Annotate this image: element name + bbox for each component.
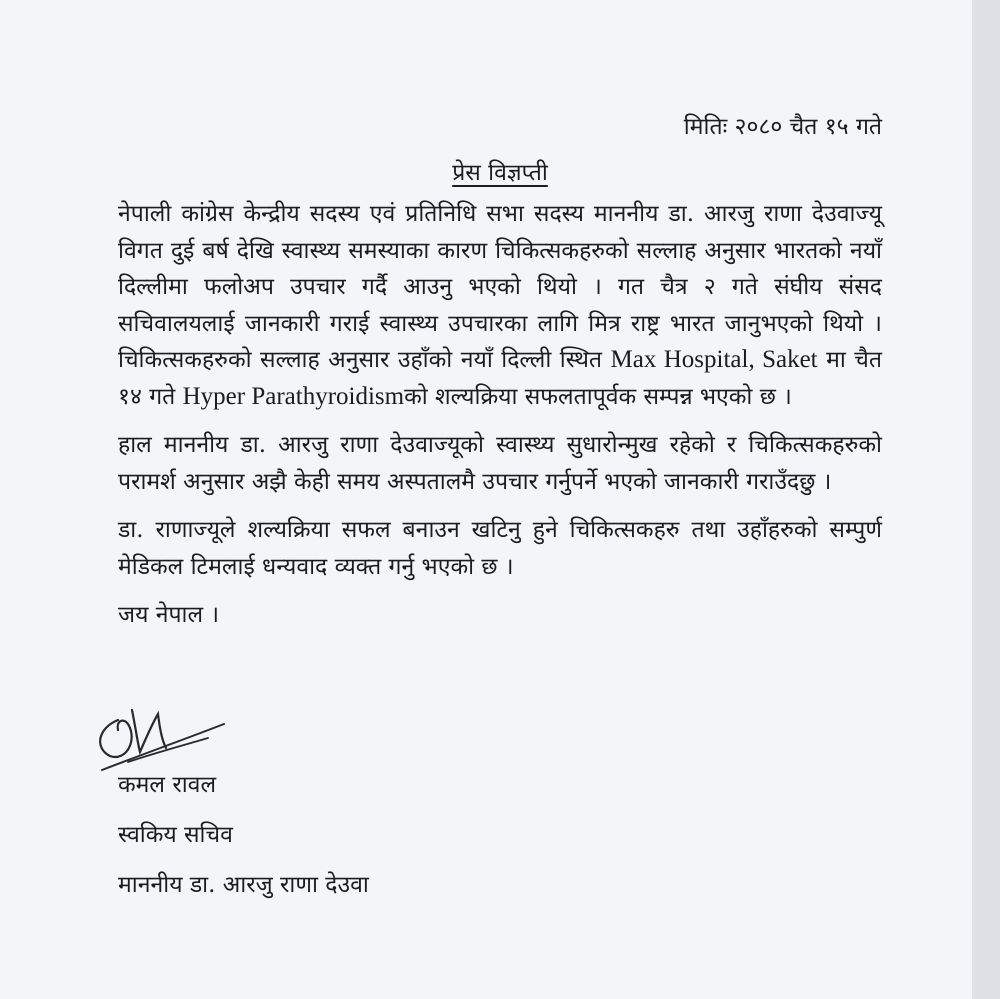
background-edge (972, 0, 1000, 999)
handwritten-signature (88, 690, 248, 780)
hospital-name: Max Hospital, Saket (610, 346, 818, 373)
signatory-role: स्वकिय सचिव (118, 822, 233, 848)
document-title (118, 154, 882, 192)
medical-condition: Hyper Parathyroidism (182, 382, 405, 410)
paragraph-2: हाल माननीय डा. आरजु राणा देउवाज्यूको स्वास्थ्य सुधारोन्मुख रहेको र चिकित्सकहरुको परामर्श अनुसार अझै केही समय अस्पतालमै उपचार गर्नुपर्ने भएको जानकारी गराउँदछु । (118, 432, 882, 495)
document-title-text: प्रेस विज्ञप्ती (452, 160, 548, 186)
paragraph-1-part-c: को शल्यक्रिया सफलतापूर्वक सम्पन्न भएको छ । (404, 383, 792, 410)
paragraph-1-part-b: मा चैत १४ गते (118, 347, 882, 410)
press-release-document (118, 100, 882, 633)
closing-salutation: जय नेपाल । (118, 602, 220, 628)
paragraph-1-part-a: नेपाली कांग्रेस केन्द्रीय सदस्य एवं प्रतिनिधि सभा सदस्य माननीय डा. आरजु राणा देउवाज्यू विगत दुई बर्ष देखि स्वास्थ्य समस्याका कारण चिकित्सकहरुको सल्लाह अनुसार भारतको नयाँ दिल्लीमा फलोअप उपचार गर्दै आउनु भएको थियो । गत चैत्र २ गते संघीय संसद सचिवालयलाई जानकारी गराई स्वास्थ्य उपचारका लागि मित्र राष्ट्र भारत जानुभएको थियो । चिकित्सकहरुको सल्लाह अनुसार उहाँको नयाँ दिल्ली स्थित (118, 201, 882, 373)
release-date: मितिः २०८० चैत १५ गते (683, 114, 882, 140)
paragraph-3: डा. राणाज्यूले शल्यक्रिया सफल बनाउन खटिनु हुने चिकित्सकहरु तथा उहाँहरुको सम्पुर्ण मेडिकल टिमलाई धन्यवाद व्यक्त गर्नु भएको छ । (118, 517, 882, 580)
signatory-name: कमल रावल (118, 772, 217, 798)
paragraph-1 (118, 196, 882, 415)
signatory-office: माननीय डा. आरजु राणा देउवा (118, 872, 369, 898)
